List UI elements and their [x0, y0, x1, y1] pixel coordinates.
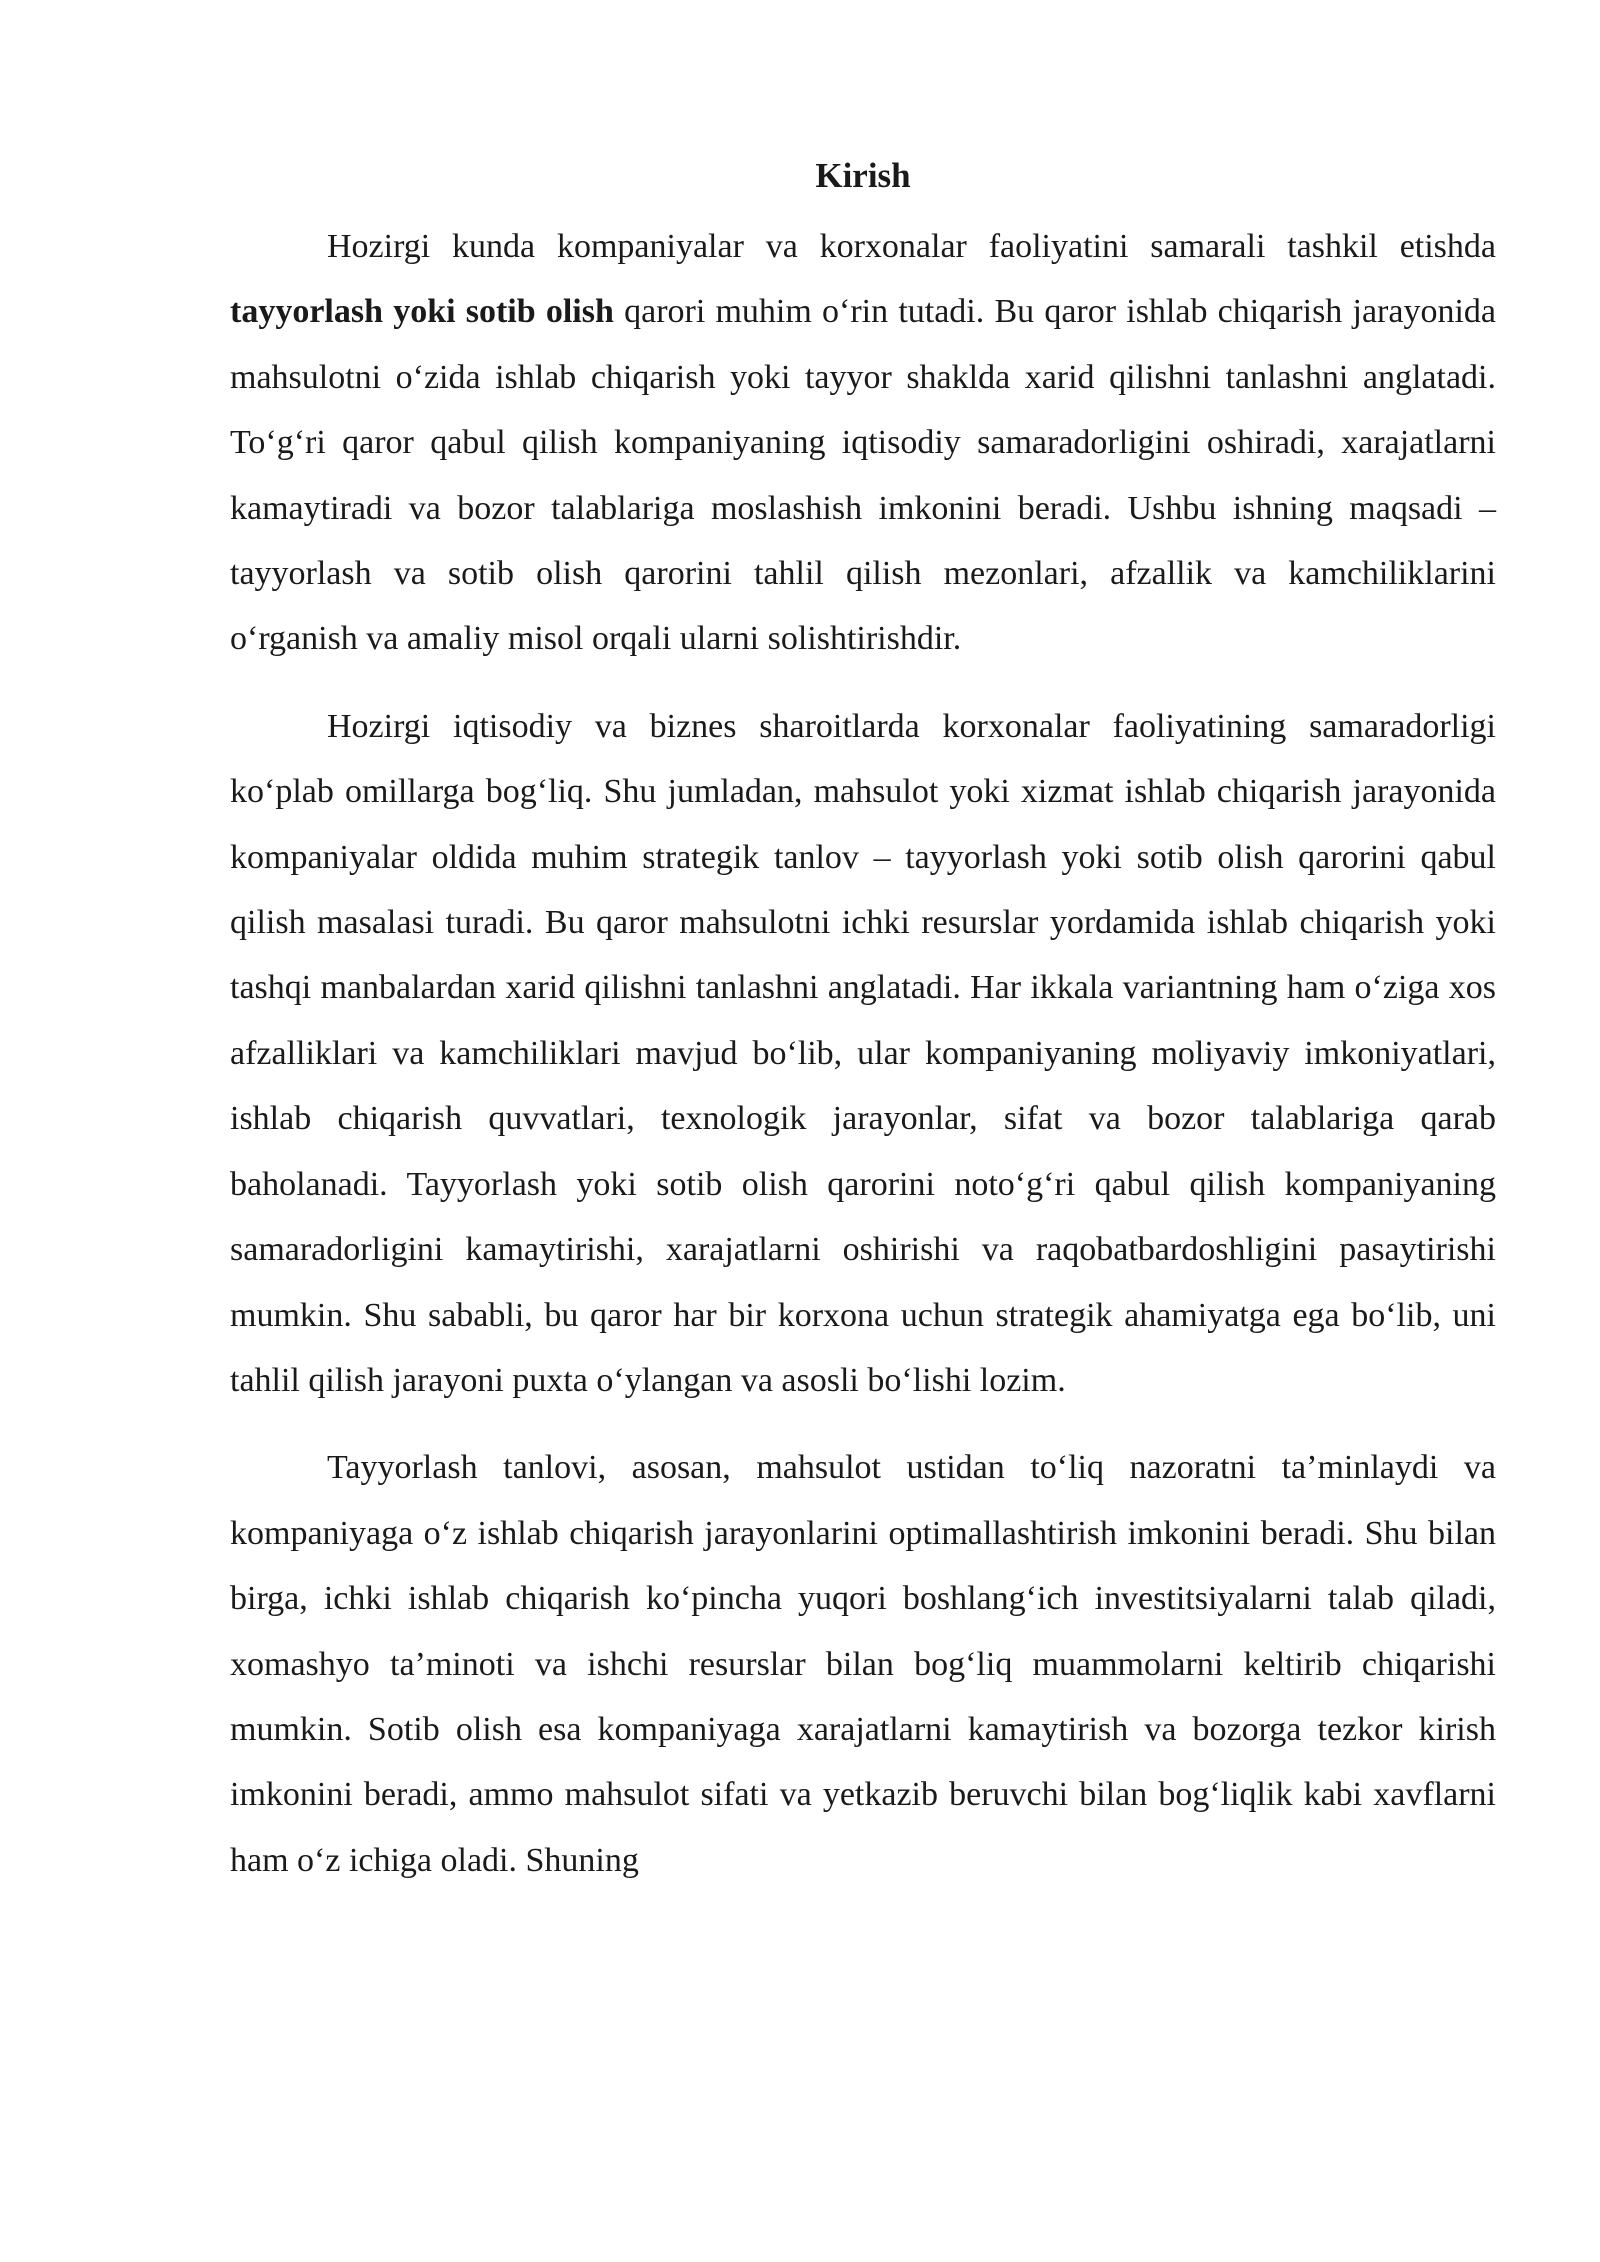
paragraph-intro: [230, 214, 1496, 672]
document-page: [230, 150, 1496, 1915]
paragraph-intro-lead: Hozirgi kunda kompaniyalar va korxonalar faoliyatini samarali tashkil etishda: [327, 228, 1496, 265]
paragraph-intro-bold-term: tayyorlash yoki sotib olish: [230, 293, 614, 331]
paragraph-make-option: Tayyorlash tanlovi, asosan, mahsulot ustidan to‘liq nazoratni ta’minlaydi va kompaniyaga o‘z ishlab chiqarish jarayonlarini optimallashtirish imkonini beradi. Shu bilan birga, ichki ishlab chiqarish ko‘pincha yuqori boshlang‘ich investitsiyalarni talab qiladi, xomashyo ta’minoti va ishchi resurslar bilan bog‘liq muammolarni keltirib chiqarishi mumkin. Sotib olish esa kompaniyaga xarajatlarni kamaytirish va bozorga tezkor kirish imkonini beradi, ammo mahsulot sifati va yetkazib beruvchi bilan bog‘liqlik kabi xavflarni ham o‘z ichiga oladi. Shuning: [230, 1449, 1496, 1879]
document-title: Kirish: [815, 156, 911, 195]
paragraph-conditions: Hozirgi iqtisodiy va biznes sharoitlarda korxonalar faoliyatining samaradorligi ko‘plab omillarga bog‘liq. Shu jumladan, mahsulot yoki xizmat ishlab chiqarish jarayonida kompaniyalar oldida muhim strategik tanlov – tayyorlash yoki sotib olish qarorini qabul qilish masalasi turadi. Bu qaror mahsulotni ichki resurslar yordamida ishlab chiqarish yoki tashqi manbalardan xarid qilishni tanlashni anglatadi. Har ikkala variantning ham o‘ziga xos afzalliklari va kamchiliklari mavjud bo‘lib, ular kompaniyaning moliyaviy imkoniyatlari, ishlab chiqarish quvvatlari, texnologik jarayonlar, sifat va bozor talablariga qarab baholanadi. Tayyorlash yoki sotib olish qarorini noto‘g‘ri qabul qilish kompaniyaning samaradorligini kamaytirishi, xarajatlarni oshirishi va raqobatbardoshligini pasaytirishi mumkin. Shu sababli, bu qaror har bir korxona uchun strategik ahamiyatga ega bo‘lib, uni tahlil qilish jarayoni puxta o‘ylangan va asosli bo‘lishi lozim.: [230, 707, 1496, 1399]
paragraph-intro-rest: qarori muhim o‘rin tutadi. Bu qaror ishlab chiqarish jarayonida mahsulotni o‘zida ishlab chiqarish yoki tayyor shaklda xarid qilishni tanlashni anglatadi. To‘g‘ri qaror qabul qilish kompaniyaning iqtisodiy samaradorligini oshiradi, xarajatlarni kamaytiradi va bozor talablariga moslashish imkonini beradi. Ushbu ishning maqsadi – tayyorlash va sotib olish qarorini tahlil qilish mezonlari, afzallik va kamchiliklarini o‘rganish va amaliy misol orqali ularni solishtirishdir.: [230, 293, 1496, 658]
